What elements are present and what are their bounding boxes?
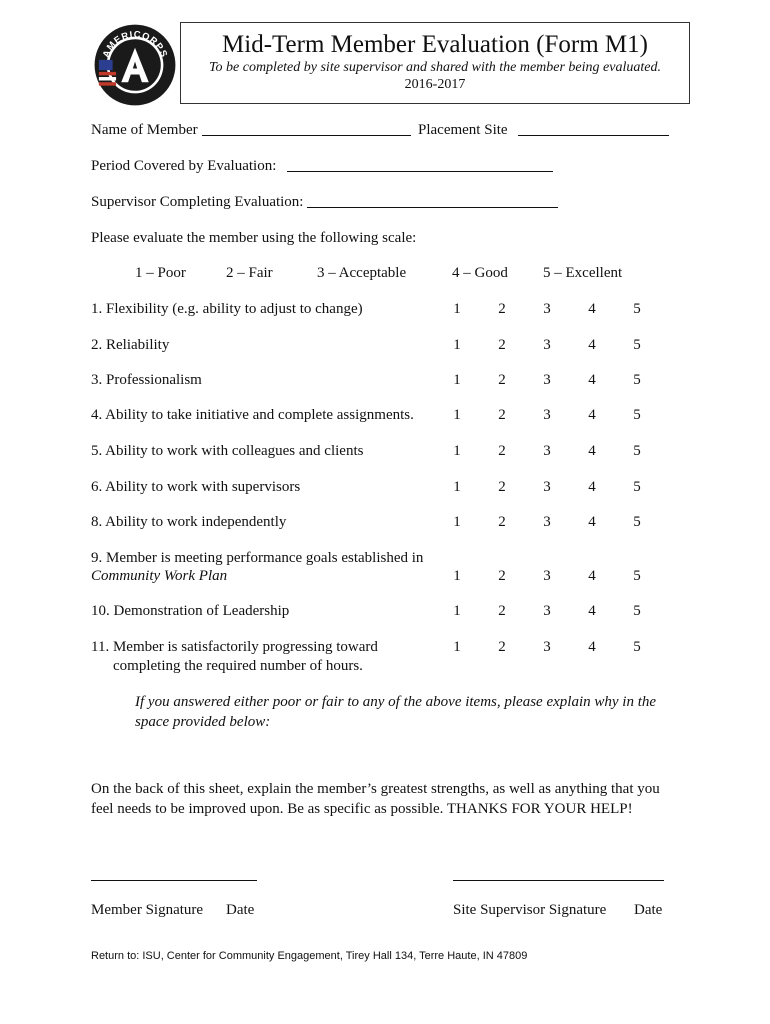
member-date-label: Date bbox=[226, 902, 255, 918]
rating-option[interactable]: 4 bbox=[588, 372, 596, 388]
rating-option[interactable]: 5 bbox=[633, 337, 641, 353]
rating-option[interactable]: 4 bbox=[588, 407, 596, 423]
form-year: 2016-2017 bbox=[404, 77, 466, 92]
rating-option[interactable]: 3 bbox=[543, 301, 551, 317]
explain-note: space provided below: bbox=[135, 714, 271, 730]
item-label: 8. Ability to work independently bbox=[91, 514, 287, 530]
rating-option[interactable]: 5 bbox=[633, 639, 641, 655]
rating-option[interactable]: 3 bbox=[543, 603, 551, 619]
rating-option[interactable]: 5 bbox=[633, 301, 641, 317]
rating-option[interactable]: 3 bbox=[543, 514, 551, 530]
item-label-cont: Community Work Plan bbox=[91, 568, 228, 584]
item-label: 1. Flexibility (e.g. ability to adjust to change) bbox=[91, 301, 363, 317]
americorps-logo bbox=[92, 22, 178, 108]
supervisor-signature-label: Site Supervisor Signature bbox=[453, 902, 607, 918]
scale-level: 5 – Excellent bbox=[543, 265, 623, 281]
scale-level: 3 – Acceptable bbox=[317, 265, 407, 281]
rating-option[interactable]: 4 bbox=[588, 337, 596, 353]
item-label: 10. Demonstration of Leadership bbox=[91, 603, 290, 619]
rating-option[interactable]: 1 bbox=[453, 443, 461, 459]
rating-option[interactable]: 3 bbox=[543, 568, 551, 584]
rating-option[interactable]: 2 bbox=[498, 407, 506, 423]
placement-site-field[interactable] bbox=[518, 135, 669, 136]
supervisor-date-label: Date bbox=[634, 902, 663, 918]
rating-option[interactable]: 2 bbox=[498, 479, 506, 495]
return-address: Return to: ISU, Center for Community Engagement, Tirey Hall 134, Terre Haute, IN 47809 bbox=[91, 950, 528, 962]
member-name-field[interactable] bbox=[202, 135, 411, 136]
rating-option[interactable]: 5 bbox=[633, 479, 641, 495]
rating-option[interactable]: 3 bbox=[543, 407, 551, 423]
scale-level: 2 – Fair bbox=[226, 265, 273, 281]
rating-option[interactable]: 4 bbox=[588, 479, 596, 495]
member-signature-label: Member Signature bbox=[91, 902, 204, 918]
rating-option[interactable]: 3 bbox=[543, 443, 551, 459]
item-label: 2. Reliability bbox=[91, 337, 170, 353]
logo-text: AMERICORPS bbox=[100, 29, 170, 60]
period-label: Period Covered by Evaluation: bbox=[91, 158, 277, 174]
supervisor-signature-line[interactable] bbox=[453, 880, 664, 881]
rating-option[interactable]: 1 bbox=[453, 301, 461, 317]
rating-option[interactable]: 5 bbox=[633, 407, 641, 423]
rating-option[interactable]: 2 bbox=[498, 568, 506, 584]
placement-site-label: Placement Site bbox=[418, 122, 508, 138]
rating-option[interactable]: 1 bbox=[453, 639, 461, 655]
rating-option[interactable]: 1 bbox=[453, 568, 461, 584]
member-signature-line[interactable] bbox=[91, 880, 257, 881]
rating-option[interactable]: 4 bbox=[588, 568, 596, 584]
rating-option[interactable]: 1 bbox=[453, 337, 461, 353]
form-subtitle: To be completed by site supervisor and shared with the member being evaluated. bbox=[209, 60, 661, 75]
rating-option[interactable]: 2 bbox=[498, 514, 506, 530]
rating-option[interactable]: 3 bbox=[543, 479, 551, 495]
rating-option[interactable]: 3 bbox=[543, 337, 551, 353]
rating-option[interactable]: 5 bbox=[633, 568, 641, 584]
item-label: 11. Member is satisfactorily progressing toward bbox=[91, 639, 378, 655]
form-title: Mid-Term Member Evaluation (Form M1) bbox=[222, 31, 648, 58]
rating-option[interactable]: 1 bbox=[453, 372, 461, 388]
rating-option[interactable]: 1 bbox=[453, 514, 461, 530]
rating-option[interactable]: 4 bbox=[588, 639, 596, 655]
item-label: 6. Ability to work with supervisors bbox=[91, 479, 301, 495]
rating-option[interactable]: 5 bbox=[633, 514, 641, 530]
rating-option[interactable]: 2 bbox=[498, 603, 506, 619]
supervisor-label: Supervisor Completing Evaluation: bbox=[91, 194, 304, 210]
rating-option[interactable]: 4 bbox=[588, 514, 596, 530]
item-label: 9. Member is meeting performance goals established in bbox=[91, 550, 424, 566]
rating-option[interactable]: 1 bbox=[453, 479, 461, 495]
back-note: On the back of this sheet, explain the member’s greatest strengths, as well as anything that you bbox=[91, 781, 660, 797]
rating-option[interactable]: 5 bbox=[633, 603, 641, 619]
back-note: feel needs to be improved upon. Be as specific as possible. THANKS FOR YOUR HELP! bbox=[91, 801, 633, 817]
scale-intro: Please evaluate the member using the following scale: bbox=[91, 230, 417, 246]
item-label: 5. Ability to work with colleagues and clients bbox=[91, 443, 364, 459]
scale-level: 4 – Good bbox=[452, 265, 508, 281]
rating-option[interactable]: 4 bbox=[588, 301, 596, 317]
supervisor-field[interactable] bbox=[307, 207, 558, 208]
item-label-cont: completing the required number of hours. bbox=[113, 658, 363, 674]
rating-option[interactable]: 2 bbox=[498, 337, 506, 353]
member-name-label: Name of Member bbox=[91, 122, 198, 138]
rating-option[interactable]: 2 bbox=[498, 443, 506, 459]
rating-option[interactable]: 5 bbox=[633, 372, 641, 388]
rating-option[interactable]: 4 bbox=[588, 443, 596, 459]
explain-note: If you answered either poor or fair to any of the above items, please explain why in the bbox=[135, 694, 657, 710]
rating-option[interactable]: 1 bbox=[453, 407, 461, 423]
rating-option[interactable]: 5 bbox=[633, 443, 641, 459]
rating-option[interactable]: 2 bbox=[498, 639, 506, 655]
item-label: 3. Professionalism bbox=[91, 372, 202, 388]
rating-option[interactable]: 2 bbox=[498, 372, 506, 388]
scale-level: 1 – Poor bbox=[135, 265, 186, 281]
rating-option[interactable]: 1 bbox=[453, 603, 461, 619]
period-field[interactable] bbox=[287, 171, 553, 172]
rating-option[interactable]: 4 bbox=[588, 603, 596, 619]
rating-option[interactable]: 3 bbox=[543, 639, 551, 655]
rating-option[interactable]: 3 bbox=[543, 372, 551, 388]
item-label: 4. Ability to take initiative and complete assignments. bbox=[91, 407, 414, 423]
rating-option[interactable]: 2 bbox=[498, 301, 506, 317]
